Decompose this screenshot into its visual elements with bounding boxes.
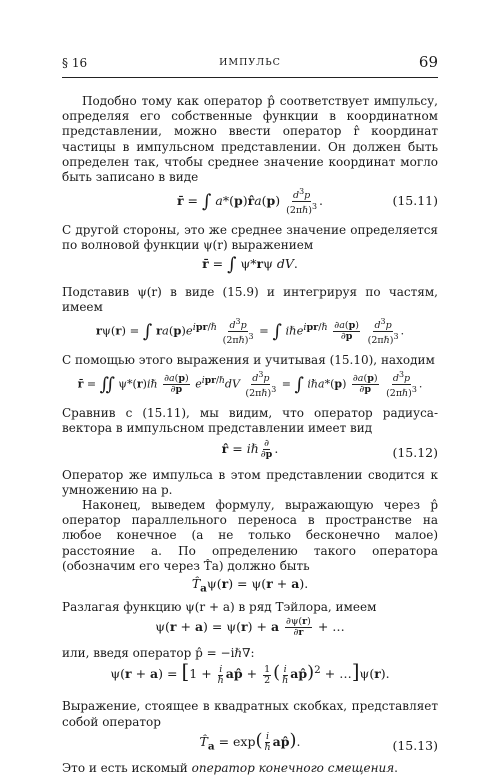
equation-15-13: [62, 729, 438, 759]
page-number: 69: [418, 53, 438, 71]
equation-number: (15.13): [392, 737, 438, 753]
paragraph-2: С другой стороны, это же среднее значение определяется по волновой функции ψ(r) выражением: [62, 223, 438, 253]
paragraph-6: Оператор же импульса в этом представлении сводится к умножению на p.: [62, 467, 438, 497]
paragraph-11-suffix: .: [394, 760, 398, 775]
term-finite-displacement-operator: оператор конечного смещения: [191, 760, 395, 775]
paragraph-3: Подставив ψ(r) в виде (15.9) и интегрируя по частям, имеем: [62, 284, 438, 314]
equation-15-13-formula: $T̂_a = \exp$( $\frac{i}{\text{ℏ}}$ ap̂).: [199, 729, 301, 753]
paragraph-11-prefix: Это и есть искомый: [62, 760, 192, 775]
running-title: ИМПУЛЬС: [219, 57, 281, 68]
paragraph-9: или, введя оператор p̂ = −iℏ∇:: [62, 646, 255, 661]
equation-number: (15.11): [392, 193, 438, 209]
paragraph-5: Сравнив с (15.11), мы видим, что оператор радиуса-вектора в импульсном представлении имеет вид: [62, 406, 438, 436]
equation-r-psi-formula: rψ(r) = ∫ $ra(p)e^{ipr/\hbar}$ $\frac{d^3p}{(2\pi\hbar)^3}$ = ∫ iℏe$^{ipr/\hbar}$ $\frac{\partial a(p)}{\partial p}$ $\frac{d^3p}{(2\pi\hbar)^3}$ .: [95, 317, 405, 347]
equation-mean-r: [62, 253, 438, 283]
equation-translation-def: [62, 576, 438, 598]
equation-translation-def-formula: $T̂_a\psi(r) = \psi(r + a)$.: [191, 576, 309, 595]
paragraph-11: [62, 761, 438, 776]
section-number: § 16: [62, 56, 88, 70]
equation-mean-r-formula: r̄ = ∫ ψ*rψ dV.: [202, 253, 298, 275]
equation-taylor-formula: ψ(r + a) = ψ(r) + a $\frac{\partial\psi(r)}{\partial r}$ + …: [155, 616, 345, 639]
equation-15-12-formula: r̂ = iℏ $\frac{\partial}{\partial p}$ .: [221, 437, 279, 460]
equation-number: (15.12): [392, 444, 438, 460]
equation-taylor: [62, 617, 438, 644]
paragraph-4: С помощью этого выражения и учитывая (15.10), находим: [62, 353, 435, 368]
equation-double-integral-formula: r̄ = ∬ ψ*(r)iℏ $\frac{\partial a(p)}{\partial p}$ $e^{ipr/\hbar}dV$ $\frac{d^3p}{(2\pi\hbar)^3}$ = ∫ iℏa*(p) $\frac{\partial a(p)}{\partial p}$ $\frac{d^3p}{(2\pi\hbar)^3}$ .: [77, 370, 423, 400]
equation-series: [62, 659, 438, 697]
paragraph-1: Подобно тому как оператор p̂ соответствует импульсу, определяя его собственные функции в координатном представлении, можно ввести оператор r̂ координат частицы в импульсном представлении. Он должен быть определен так, чтобы среднее значение координат могло быть записано в виде: [62, 94, 438, 185]
equation-15-11-formula: r̄ = ∫ a*(p)r̂a(p) $\frac{d^3p}{(2\pi\hbar)^3}$ .: [176, 187, 323, 217]
paragraph-8: Разлагая функцию ψ(r + a) в ряд Тэйлора, имеем: [62, 600, 377, 615]
equation-15-11: [62, 187, 438, 221]
paragraph-10: Выражение, стоящее в квадратных скобках, представляет собой оператор: [62, 699, 438, 729]
header-rule: [62, 77, 438, 78]
paragraph-7: Наконец, выведем формулу, выражающую через p̂ оператор параллельного переноса в пространстве на любое конечное (а не только бесконечно малое) расстояние a. По определению такого оператора (обозначим его через T̂a) должно быть: [62, 498, 438, 573]
equation-r-psi: [62, 317, 438, 351]
page-header: [62, 53, 438, 76]
equation-series-formula: ψ(r + a) = [1 + $\frac{i}{\text{ℏ}}$ ap̂ + $\frac{1}{2}$ ( $\frac{i}{\text{ℏ}}$ ap̂)$^2$ + …]ψ(r).: [110, 659, 390, 686]
equation-15-12: [62, 439, 438, 466]
equation-double-integral: [62, 370, 438, 404]
page-body: [62, 94, 438, 776]
